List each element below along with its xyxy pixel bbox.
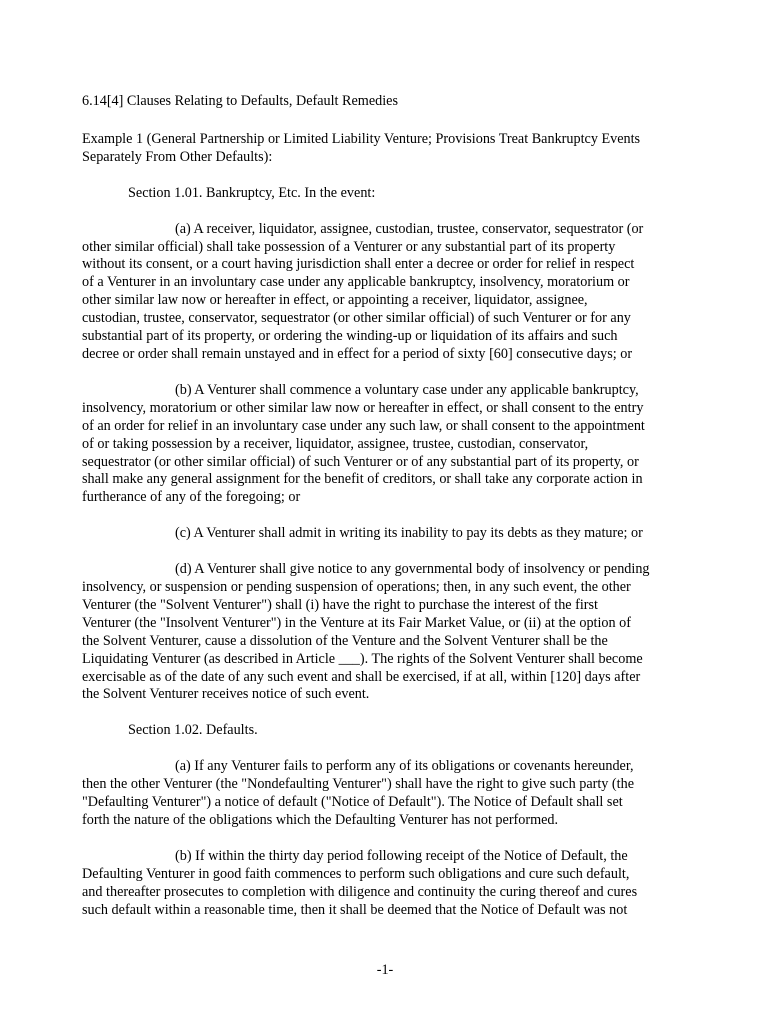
paragraph-line: of an order for relief in an involuntary case under any such law, or shall consent to the appointment: [82, 417, 645, 434]
paragraph-line: such default within a reasonable time, then it shall be deemed that the Notice of Default was not: [82, 901, 628, 918]
paragraph-line: of or taking possession by a receiver, liquidator, assignee, trustee, custodian, conservator,: [82, 435, 589, 452]
paragraph-line: (b) If within the thirty day period following receipt of the Notice of Default, the: [175, 847, 628, 864]
paragraph-1-02-a: [82, 758, 688, 830]
section-1-02-heading: [82, 722, 688, 740]
example-intro: [82, 131, 688, 167]
paragraph-line: sequestrator (or other similar official) of such Venturer or of any substantial part of its property, or: [82, 453, 639, 470]
section-1-01-heading: [82, 185, 688, 203]
paragraph-line: of a Venturer in an involuntary case under any applicable bankruptcy, insolvency, moratorium or: [82, 274, 630, 291]
paragraph-line: Venturer (the "Insolvent Venturer") in the Venture at its Fair Market Value, or (ii) at the option of: [82, 614, 631, 631]
paragraph-line: Venturer (the "Solvent Venturer") shall (i) have the right to purchase the interest of the first: [82, 596, 598, 613]
paragraph-line: Defaulting Venturer in good faith commences to perform such obligations and cure such default,: [82, 865, 630, 882]
paragraph-line: Liquidating Venturer (as described in Article ___). The rights of the Solvent Venturer shall become: [82, 650, 643, 667]
paragraph-line: "Defaulting Venturer") a notice of default ("Notice of Default"). The Notice of Default shall set: [82, 794, 623, 811]
paragraph-line: (a) If any Venturer fails to perform any of its obligations or covenants hereunder,: [175, 758, 634, 775]
paragraph-line: exercisable as of the date of any such event and shall be exercised, if at all, within [120] days after: [82, 668, 641, 685]
paragraph-1-02-b: [82, 848, 688, 920]
paragraph-line: (d) A Venturer shall give notice to any governmental body of insolvency or pending: [175, 561, 650, 578]
document-body: [82, 93, 688, 938]
paragraph-line: without its consent, or a court having jurisdiction shall enter a decree or order for relief in respect: [82, 256, 635, 273]
page-number: -1-: [376, 962, 394, 978]
example-line: Example 1 (General Partnership or Limited Liability Venture; Provisions Treat Bankruptcy Events: [82, 130, 641, 147]
paragraph-line: other similar official) shall take possession of a Venturer or any substantial part of its property: [82, 238, 616, 255]
paragraph-line: insolvency, moratorium or other similar law now or hereafter in effect, or shall consent to the entry: [82, 399, 644, 416]
paragraph-line: then the other Venturer (the "Nondefaulting Venturer") shall have the right to give such party (the: [82, 776, 634, 793]
heading-text: 6.14[4] Clauses Relating to Defaults, Default Remedies: [82, 93, 398, 109]
paragraph-c: [82, 525, 688, 543]
paragraph-line: decree or order shall remain unstayed and in effect for a period of sixty [60] consecutive days; or: [82, 345, 633, 362]
paragraph-line: shall make any general assignment for the benefit of creditors, or shall take any corporate action in: [82, 471, 643, 488]
paragraph-line: (a) A receiver, liquidator, assignee, custodian, trustee, conservator, sequestrator (or: [175, 220, 644, 237]
section-heading-text: Section 1.02. Defaults.: [128, 722, 258, 739]
paragraph-line: the Solvent Venturer receives notice of such event.: [82, 686, 370, 703]
paragraph-b: [82, 382, 688, 507]
paragraph-line: substantial part of its property, or ordering the winding-up or liquidation of its affairs and such: [82, 328, 618, 345]
paragraph-line: other similar law now or hereafter in effect, or appointing a receiver, liquidator, assignee,: [82, 292, 588, 309]
paragraph-line: (b) A Venturer shall commence a voluntary case under any applicable bankruptcy,: [175, 381, 639, 398]
paragraph-line: custodian, trustee, conservator, sequestrator (or other similar official) of such Venturer or for any: [82, 310, 631, 327]
clause-heading: [82, 93, 688, 111]
paragraph-line: forth the nature of the obligations which the Defaulting Venturer has not performed.: [82, 812, 559, 828]
paragraph-line: and thereafter prosecutes to completion with diligence and continuity the curing thereof and cures: [82, 883, 638, 900]
section-heading-text: Section 1.01. Bankruptcy, Etc. In the event:: [128, 184, 376, 201]
example-line: Separately From Other Defaults):: [82, 148, 273, 165]
paragraph-d: [82, 561, 688, 704]
paragraph-line: the Solvent Venturer, cause a dissolution of the Venture and the Solvent Venturer shall be the: [82, 632, 608, 649]
paragraph-line: insolvency, or suspension or pending suspension of operations; then, in any such event, the other: [82, 579, 631, 596]
paragraph-a: [82, 221, 688, 364]
paragraph-line: furtherance of any of the foregoing; or: [82, 489, 301, 506]
paragraph-line: (c) A Venturer shall admit in writing its inability to pay its debts as they mature; or: [175, 525, 643, 542]
